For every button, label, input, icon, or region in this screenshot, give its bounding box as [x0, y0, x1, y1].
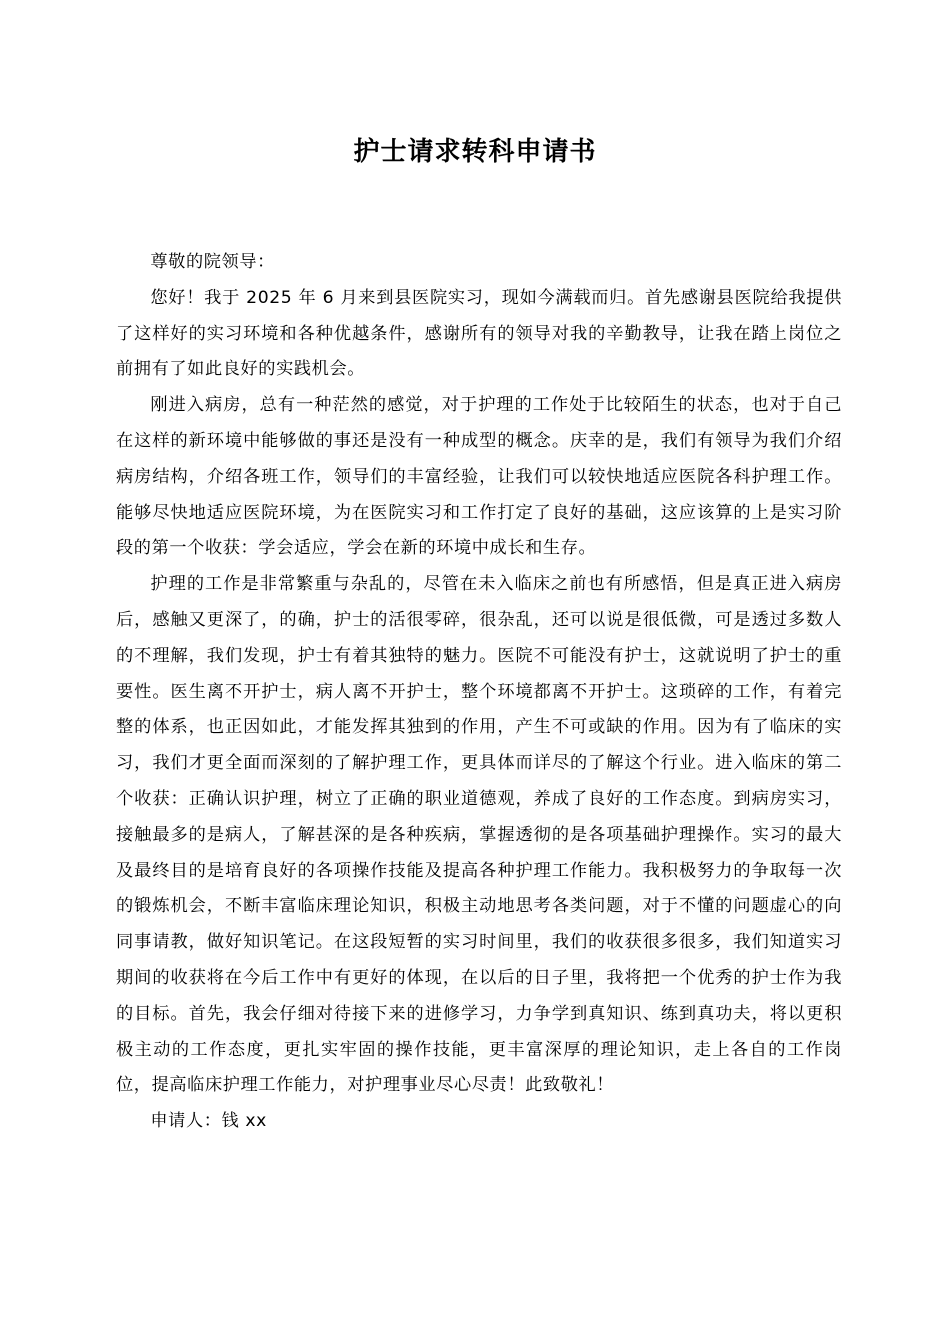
document-body [116, 245, 842, 1140]
paragraph-first-harvest: 刚进入病房，总有一种茫然的感觉，对于护理的工作处于比较陌生的状态，也对于自己在这样的新环境中能够做的事还是没有一种成型的概念。庆幸的是，我们有领导为我们介绍病房结构，介绍各班工作，领导们的丰富经验，让我们可以较快地适应医院各科护理工作。能够尽快地适应医院环境，为在医院实习和工作打定了良好的基础，这应该算的上是实习阶段的第一个收获：学会适应，学会在新的环境中成长和生存。 [116, 395, 842, 559]
salutation: 尊敬的院领导： [150, 252, 275, 272]
paragraph-second-harvest: 护理的工作是非常繁重与杂乱的，尽管在未入临床之前也有所感悟，但是真正进入病房后，感触又更深了，的确，护士的活很零碎，很杂乱，还可以说是很低微，可是透过多数人的不理解，我们发现，护士有着其独特的魅力。医院不可能没有护士，这就说明了护士的重要性。医生离不开护士，病人离不开护士，整个环境都离不开护士。这琐碎的工作，有着完整的体系，也正因如此，才能发挥其独到的作用，产生不可或缺的作用。因为有了临床的实习，我们才更全面而深刻的了解护理工作，更具体而详尽的了解这个行业。进入临床的第二个收获：正确认识护理，树立了正确的职业道德观，养成了良好的工作态度。到病房实习，接触最多的是病人，了解甚深的是各种疾病，掌握透彻的是各项基础护理操作。实习的最大及最终目的是培育良好的各项操作技能及提高各种护理工作能力。我积极努力的争取每一次的锻炼机会，不断丰富临床理论知识，积极主动地思考各类问题，对于不懂的问题虚心的向同事请教，做好知识笔记。在这段短暂的实习时间里，我们的收获很多很多，我们知道实习期间的收获将在今后工作中有更好的体现，在以后的日子里，我将把一个优秀的护士作为我的目标。首先，我会仔细对待接下来的进修学习，力争学到真知识、练到真功夫，将以更积极主动的工作态度，更扎实牢固的操作技能，更丰富深厚的理论知识，走上各自的工作岗位，提高临床护理工作能力，对护理事业尽心尽责！此致敬礼！ [116, 574, 842, 1096]
paragraph-greeting: 您好！我于 2025 年 6 月来到县医院实习，现如今满载而归。首先感谢县医院给我提供了这样好的实习环境和各种优越条件，感谢所有的领导对我的辛勤教导，让我在踏上岗位之前拥有了如此良好的实践机会。 [116, 287, 842, 380]
signature: 申请人：钱 xx [150, 1111, 267, 1132]
document-title: 护士请求转科申请书 [353, 137, 597, 167]
